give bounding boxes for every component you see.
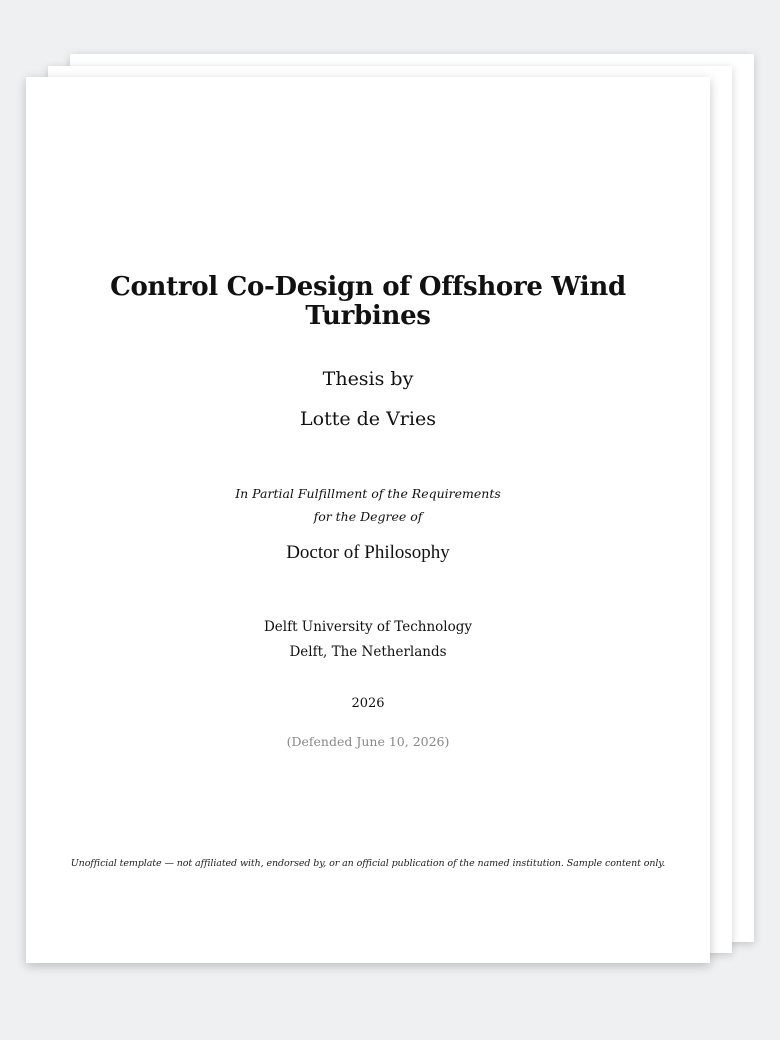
thesis-by-label: Thesis by [322,368,414,390]
thesis-year: 2026 [351,696,385,711]
fulfillment-line-2: for the Degree of [313,509,423,524]
degree-name: Doctor of Philosophy [286,542,450,563]
defense-date: (Defended June 10, 2026) [286,734,450,749]
institution-name: Delft University of Technology [263,619,473,635]
fulfillment-line-1: In Partial Fulfillment of the Requirements [235,486,501,501]
author-name: Lotte de Vries [300,408,436,430]
institution-location: Delft, The Netherlands [289,644,447,660]
disclaimer-note: Unofficial template — not affiliated with, endorsed by, or an official publication of the named institution. Sample content only. [70,858,666,869]
title-page [26,77,710,963]
thesis-title: Control Co-Design of Offshore Wind Turbines [110,272,626,331]
title-page-content [26,77,710,963]
